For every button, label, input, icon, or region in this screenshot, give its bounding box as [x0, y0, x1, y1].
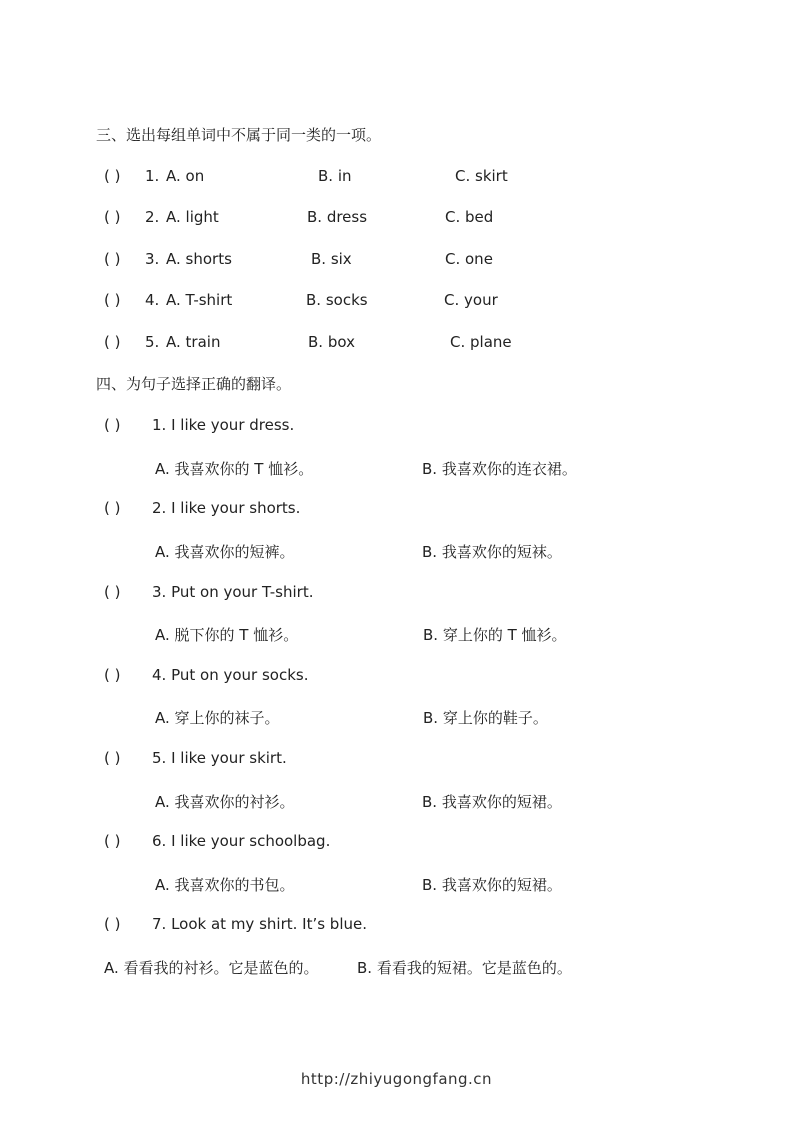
option-b: B. socks [306, 291, 368, 309]
option-a: A. light [166, 208, 219, 226]
sentence: 2. I like your shorts. [152, 499, 301, 517]
option-a: A. 我喜欢你的书包。 [155, 876, 295, 894]
answer-blank: ( ) [104, 583, 121, 601]
section-3-heading: 三、选出每组单词中不属于同一类的一项。 [96, 126, 382, 144]
option-b: B. 我喜欢你的短袜。 [422, 543, 562, 561]
item-number: 3. [145, 250, 160, 268]
option-a: A. 我喜欢你的衬衫。 [155, 793, 295, 811]
sentence: 5. I like your skirt. [152, 749, 287, 767]
option-a: A. 我喜欢你的 T 恤衫。 [155, 460, 314, 478]
option-a: A. on [166, 167, 205, 185]
sentence: 6. I like your schoolbag. [152, 832, 331, 850]
answer-blank: ( ) [104, 915, 121, 933]
answer-blank: ( ) [104, 832, 121, 850]
answer-blank: ( ) [104, 749, 121, 767]
option-b: B. 穿上你的鞋子。 [423, 709, 548, 727]
sentence: 1. I like your dress. [152, 416, 295, 434]
item-number: 4. [145, 291, 160, 309]
answer-blank: ( ) [104, 208, 121, 226]
option-a: A. 穿上你的袜子。 [155, 709, 280, 727]
option-c: C. your [444, 291, 498, 309]
option-c: C. bed [445, 208, 494, 226]
section-4-heading: 四、为句子选择正确的翻译。 [96, 375, 292, 393]
option-a: A. 脱下你的 T 恤衫。 [155, 626, 299, 644]
option-b: B. dress [307, 208, 368, 226]
answer-blank: ( ) [104, 291, 121, 309]
answer-blank: ( ) [104, 167, 121, 185]
answer-blank: ( ) [104, 499, 121, 517]
option-b: B. 我喜欢你的短裙。 [422, 876, 562, 894]
option-b: B. six [311, 250, 352, 268]
option-c: C. skirt [455, 167, 508, 185]
option-a: A. train [166, 333, 221, 351]
item-number: 2. [145, 208, 160, 226]
option-b: B. 穿上你的 T 恤衫。 [423, 626, 567, 644]
option-b: B. in [318, 167, 352, 185]
sentence: 7. Look at my shirt. It’s blue. [152, 915, 368, 933]
item-number: 1. [145, 167, 160, 185]
option-a: A. T-shirt [166, 291, 233, 309]
sentence: 4. Put on your socks. [152, 666, 309, 684]
item-number: 5. [145, 333, 160, 351]
answer-blank: ( ) [104, 333, 121, 351]
option-b: B. 我喜欢你的连衣裙。 [422, 460, 577, 478]
answer-blank: ( ) [104, 250, 121, 268]
option-b: B. 我喜欢你的短裙。 [422, 793, 562, 811]
sentence: 3. Put on your T-shirt. [152, 583, 314, 601]
option-a: A. 看看我的衬衫。它是蓝色的。 [104, 959, 319, 977]
answer-blank: ( ) [104, 666, 121, 684]
option-b: B. 看看我的短裙。它是蓝色的。 [357, 959, 572, 977]
answer-blank: ( ) [104, 416, 121, 434]
footer-url: http://zhiyugongfang.cn [300, 1070, 493, 1088]
option-a: A. shorts [166, 250, 232, 268]
option-b: B. box [308, 333, 355, 351]
option-a: A. 我喜欢你的短裤。 [155, 543, 295, 561]
option-c: C. plane [450, 333, 512, 351]
option-c: C. one [445, 250, 493, 268]
